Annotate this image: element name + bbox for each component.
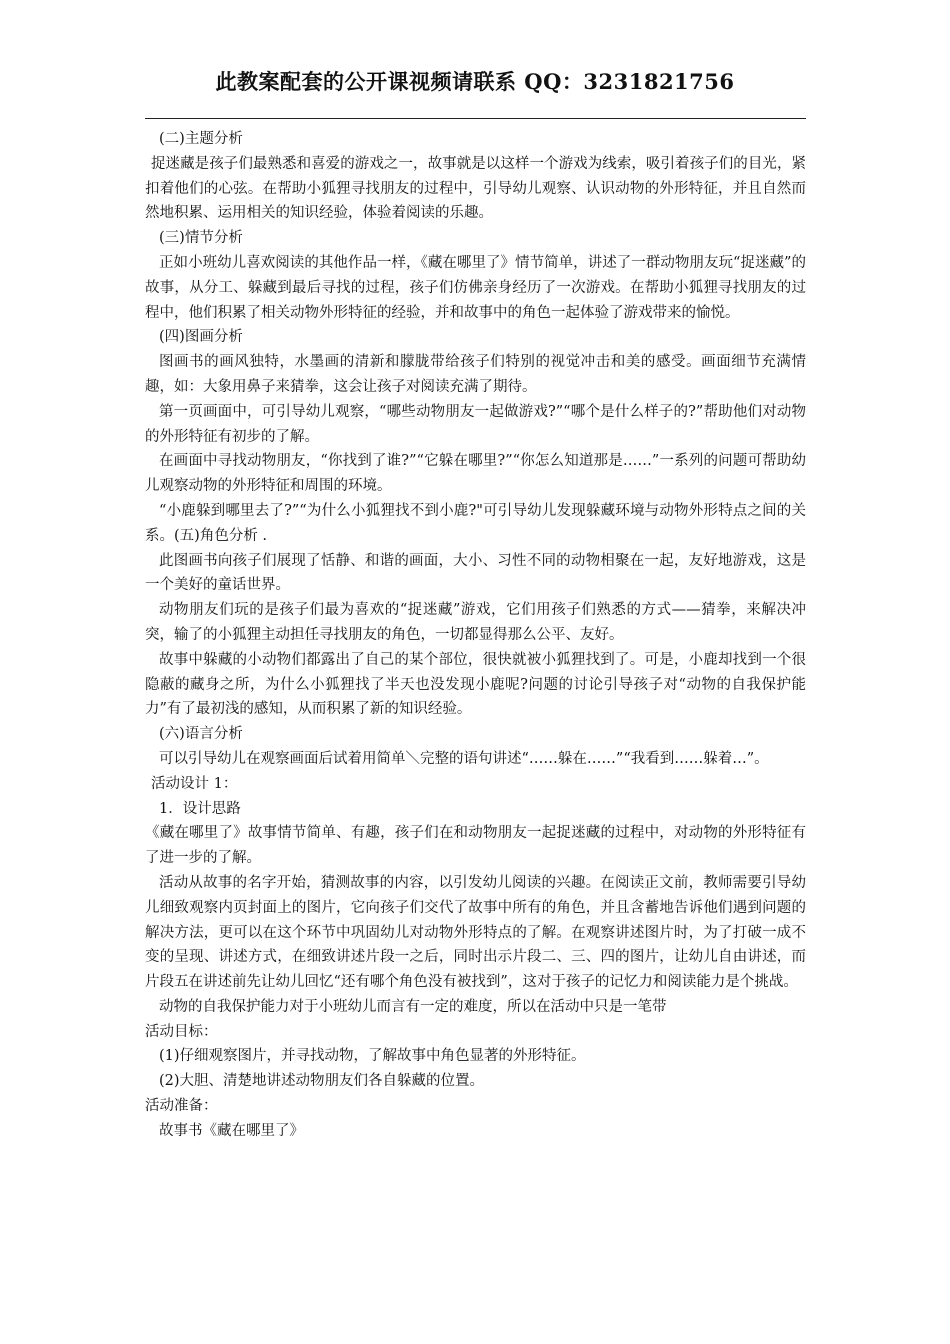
paragraph: 可以引导幼儿在观察画面后试着用简单＼完整的语句讲述“……躲在……”“我看到……躲着…”。 [159,750,769,767]
paragraph: 《藏在哪里了》故事情节简单、有趣，孩子们在和动物朋友一起捉迷藏的过程中，对动物的外形特征有了进一步的了解。 [145,825,806,867]
paragraph: 1．设计思路 [159,800,241,817]
paragraph: 故事书《藏在哪里了》 [159,1122,304,1139]
paragraph: 活动从故事的名字开始，猜测故事的内容，以引发幼儿阅读的兴趣。在阅读正文前，教师需要引导幼儿细致观察内页封面上的图片，它向孩子们交代了故事中所有的角色，并且含蓄地告诉他们遇到问题的解决方法，更可以在这个环节中巩固幼儿对动物外形特点的了解。在观察讲述图片时，为了打破一成不变的呈现、讲述方式，在细致讲述片段一之后，同时出示片段二、三、四的图片，让幼儿自由讲述，而片段五在讲述前先让幼儿回忆“还有哪个角色没有被找到”，这对于孩子的记忆力和阅读能力是个挑战。 [145,874,806,991]
paragraph: (六)语言分析 [159,726,243,743]
paragraph: “小鹿躲到哪里去了?”“为什么小狐狸找不到小鹿?"可引导幼儿发现躲藏环境与动物外形特点之间的关系。(五)角色分析 . [145,502,806,544]
document-body [145,127,806,1144]
paragraph: 故事中躲藏的小动物们都露出了自己的某个部位，很快就被小狐狸找到了。可是，小鹿却找到一个很隐蔽的藏身之所，为什么小狐狸找了半天也没发现小鹿呢?问题的讨论引导孩子对“动物的自我保护能力”有了最初浅的感知，从而积累了新的知识经验。 [145,651,806,718]
page-header-title: 此教案配套的公开课视频请联系 QQ：3231821756 [215,69,735,94]
paragraph: 活动设计 1： [151,775,238,792]
paragraph: (1)仔细观察图片，并寻找动物，了解故事中角色显著的外形特征。 [159,1048,586,1065]
paragraph: 此图画书向孩子们展现了恬静、和谐的画面，大小、习性不同的动物相聚在一起，友好地游戏，这是一个美好的童话世界。 [145,552,806,594]
paragraph: (二)主题分析 [159,131,243,147]
paragraph: 活动目标： [145,1023,218,1040]
paragraph: (四)图画分析 [159,329,243,346]
paragraph: 图画书的画风独特，水墨画的清新和朦胧带给孩子们特别的视觉冲击和美的感受。画面细节充满情趣，如：大象用鼻子来猜拳，这会让孩子对阅读充满了期待。 [145,354,806,395]
paragraph: 活动准备： [145,1098,218,1115]
paragraph: 捉迷藏是孩子们最熟悉和喜爱的游戏之一，故事就是以这样一个游戏为线索，吸引着孩子们的目光，紧扣着他们的心弦。在帮助小狐狸寻找朋友的过程中，引导幼儿观察、认识动物的外形特征，并且自然而然地积累、运用相关的知识经验，体验着阅读的乐趣。 [145,155,806,222]
paragraph: 正如小班幼儿喜欢阅读的其他作品一样，《藏在哪里了》情节简单，讲述了一群动物朋友玩“捉迷藏”的故事，从分工、躲藏到最后寻找的过程，孩子们仿佛亲身经历了一次游戏。在帮助小狐狸寻找朋友的过程中，他们积累了相关动物外形特征的经验，并和故事中的角色一起体验了游戏带来的愉悦。 [145,254,806,321]
header-divider [145,118,806,119]
paragraph: (2)大胆、清楚地讲述动物朋友们各自躲藏的位置。 [159,1073,485,1090]
paragraph: 在画面中寻找动物朋友，“你找到了谁?”“它躲在哪里?”“你怎么知道那是……”一系列的问题可帮助幼儿观察动物的外形特征和周围的环境。 [145,453,806,495]
paragraph: 第一页画面中，可引导幼儿观察，“哪些动物朋友一起做游戏?”“哪个是什么样子的?”帮助他们对动物的外形特征有初步的了解。 [145,403,806,445]
paragraph: 动物的自我保护能力对于小班幼儿而言有一定的难度，所以在活动中只是一笔带 [159,998,667,1015]
paragraph: 动物朋友们玩的是孩子们最为喜欢的“捉迷藏”游戏，它们用孩子们熟悉的方式——猜拳，来解决冲突，输了的小狐狸主动担任寻找朋友的角色，一切都显得那么公平、友好。 [145,602,806,643]
paragraph: (三)情节分析 [159,230,243,247]
